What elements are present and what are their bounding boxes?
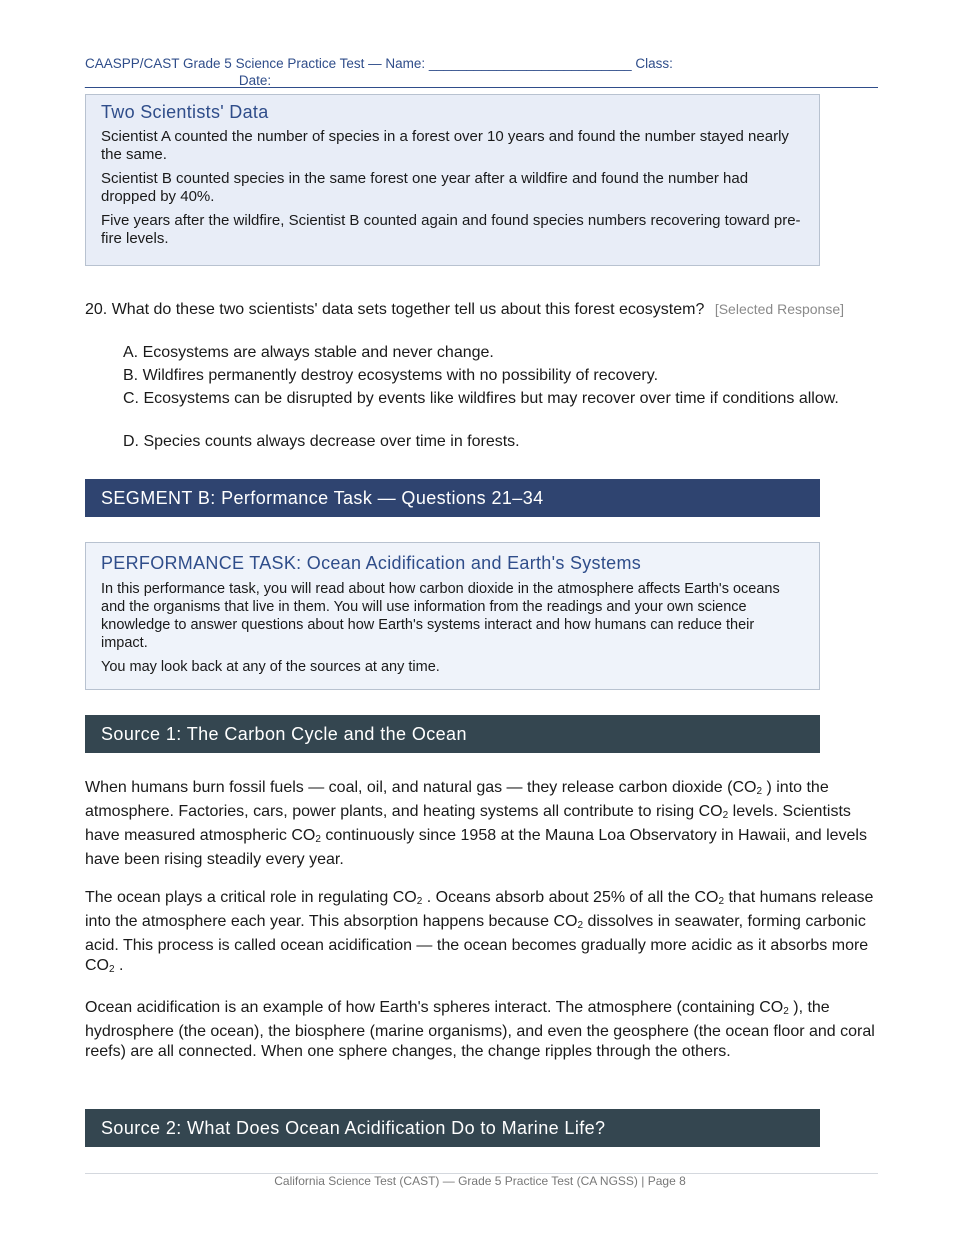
header-line-2: ____________________ Date: ___________ xyxy=(85,73,358,88)
question-20-stem xyxy=(85,300,845,319)
co2-subscript: 2 xyxy=(109,964,115,975)
page-footer: California Science Test (CAST) — Grade 5 Practice Test (CA NGSS) | Page 8 xyxy=(274,1174,686,1188)
p1-seg-c: levels. Scientists have measured atmospheric CO xyxy=(85,803,851,844)
choice-d[interactable]: D. Species counts always decrease over time in forests. xyxy=(123,433,520,450)
header-divider xyxy=(85,87,878,88)
p2-seg-b: . Oceans absorb about 25% of all the CO xyxy=(422,889,719,906)
scientists-data-text xyxy=(101,128,804,248)
segment-b-header: SEGMENT B: Performance Task — Questions 21–34 xyxy=(85,479,820,517)
p3-seg-b: ), the hydrosphere (the ocean), the biosphere (marine organisms), and even the geosphere (the ocean floor and coral reefs) are all connected. When one sphere changes, the change ripples through the others. xyxy=(85,999,875,1060)
source-2-header: Source 2: What Does Ocean Acidification Do to Marine Life? xyxy=(85,1109,820,1147)
co2-subscript: 2 xyxy=(577,920,584,931)
performance-task-note: You may look back at any of the sources at any time. xyxy=(101,659,440,675)
p1-seg-a: When humans burn fossil fuels — coal, oil, and natural gas — they release carbon dioxide (CO xyxy=(85,779,757,796)
p1-seg-b: ) into the atmosphere. Factories, cars, power plants, and heating systems all contribute to rising CO xyxy=(85,779,829,820)
source-1-paragraph-1 xyxy=(85,778,885,870)
p2-seg-d: dissolves in seawater, forming carbonic acid. This process is called ocean acidification — the ocean becomes gradually more acidic as it absorbs more CO xyxy=(85,913,869,974)
performance-task-title: PERFORMANCE TASK: Ocean Acidification and Earth's Systems xyxy=(101,553,642,573)
performance-task-box xyxy=(85,542,820,690)
choice-a[interactable]: A. Ecosystems are always stable and never change. xyxy=(123,344,494,361)
scientist-b-paragraph: Scientist B counted species in the same forest one year after a wildfire and found the number had dropped by 40%. xyxy=(101,170,749,205)
choice-c[interactable] xyxy=(85,388,865,410)
choice-c-text: C. Ecosystems can be disrupted by events like wildfires but may recover over time if conditions allow. xyxy=(123,390,839,407)
performance-task-text xyxy=(101,580,804,676)
co2-subscript: 2 xyxy=(756,786,763,797)
source-1-header: Source 1: The Carbon Cycle and the Ocean xyxy=(85,715,820,753)
recovery-paragraph: Five years after the wildfire, Scientist B counted again and found species numbers recovering toward pre-fire levels. xyxy=(101,212,801,247)
question-20-tag: [Selected Response] xyxy=(714,301,845,317)
source-1-paragraph-2 xyxy=(85,888,885,980)
question-20-text: 20. What do these two scientists' data sets together tell us about this forest ecosystem? xyxy=(85,301,705,318)
scientist-a-paragraph: Scientist A counted the number of species in a forest over 10 years and found the number stayed nearly the same. xyxy=(101,128,789,163)
co2-subscript: 2 xyxy=(722,810,729,821)
performance-task-intro: In this performance task, you will read about how carbon dioxide in the atmosphere affects Earth's oceans and the organisms that live in them. You will use information from the readings and your own science knowledge to answer questions about how Earth's systems interact and how humans can reduce their impact. xyxy=(101,581,780,651)
co2-subscript: 2 xyxy=(315,834,321,845)
co2-subscript: 2 xyxy=(783,1006,789,1017)
scientists-data-box xyxy=(85,94,820,266)
p3-seg-a: Ocean acidification is an example of how Earth's spheres interact. The atmosphere (containing CO xyxy=(85,999,784,1016)
page-header xyxy=(85,55,875,89)
choice-b[interactable]: B. Wildfires permanently destroy ecosystems with no possibility of recovery. xyxy=(123,367,659,384)
co2-subscript: 2 xyxy=(416,896,423,907)
p2-seg-e: . xyxy=(114,957,124,974)
p2-seg-a: The ocean plays a critical role in regulating CO xyxy=(85,889,417,906)
co2-subscript: 2 xyxy=(718,896,725,907)
header-line-1: CAASPP/CAST Grade 5 Science Practice Test — Name: ___________________________ Class: xyxy=(85,56,673,71)
p2-seg-c: that humans release into the atmosphere each year. This absorption happens because CO xyxy=(85,889,874,930)
p1-seg-d: continuously since 1958 at the Mauna Loa Observatory in Hawaii, and levels have been rising steadily every year. xyxy=(85,827,867,868)
scientists-data-title: Two Scientists' Data xyxy=(101,102,269,122)
source-1-paragraph-3 xyxy=(85,998,885,1062)
